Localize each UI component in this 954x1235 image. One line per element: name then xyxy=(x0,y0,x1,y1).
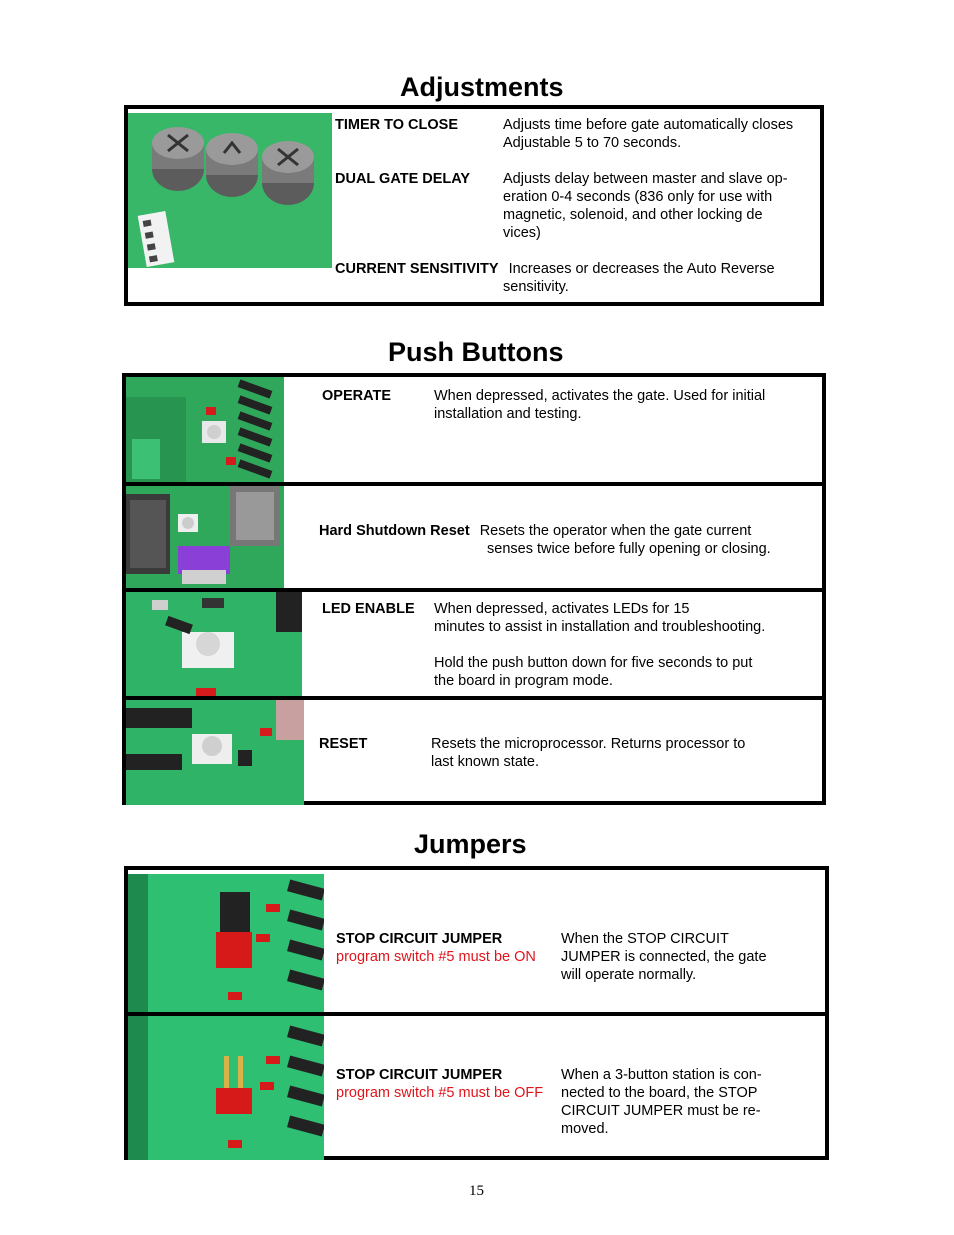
dual-gate-delay-desc: Adjusts delay between master and slave op- eration 0-4 seconds (836 only for use with magnetic, solenoid, and other locking de vices) xyxy=(503,171,788,241)
stop-jumper-on-label: STOP CIRCUIT JUMPER xyxy=(336,931,503,947)
stop-jumper-off-image xyxy=(128,1016,324,1160)
operate-desc: When depressed, activates the gate. Used for initial installation and testing. xyxy=(434,388,766,422)
led-enable-image xyxy=(126,592,302,696)
stop-jumper-off-note: program switch #5 must be OFF xyxy=(336,1085,544,1101)
page-number: 15 xyxy=(469,1183,484,1199)
reset-label: RESET xyxy=(319,736,368,752)
current-sensitivity-label: CURRENT SENSITIVITY xyxy=(335,261,499,277)
adjustments-box xyxy=(124,105,824,306)
dual-gate-delay-label: DUAL GATE DELAY xyxy=(335,171,471,187)
hard-shutdown-reset-desc-line1: Resets the operator when the gate current xyxy=(479,523,752,539)
push-buttons-title: Push Buttons xyxy=(388,337,564,367)
hard-shutdown-reset-row xyxy=(319,522,819,540)
jumpers-box xyxy=(124,866,829,1160)
reset-desc: Resets the microprocessor. Returns processor to last known state. xyxy=(431,736,746,770)
stop-jumper-on-note: program switch #5 must be ON xyxy=(336,949,536,965)
jumpers-title: Jumpers xyxy=(414,829,527,859)
operate-image xyxy=(126,377,284,482)
current-sensitivity-desc-line2: sensitivity. xyxy=(503,279,569,295)
stop-jumper-on-desc: When the STOP CIRCUIT JUMPER is connected, the gate will operate normally. xyxy=(561,931,767,983)
hard-shutdown-reset-image xyxy=(126,486,284,588)
hard-shutdown-reset-desc-line2: senses twice before fully opening or closing. xyxy=(487,541,771,557)
operate-label: OPERATE xyxy=(322,388,392,404)
led-enable-desc: When depressed, activates LEDs for 15 minutes to assist in installation and troubleshooting. Hold the push button down for five seconds to put the board in program mode. xyxy=(434,601,766,689)
stop-jumper-off-label: STOP CIRCUIT JUMPER xyxy=(336,1067,503,1083)
adjustments-title: Adjustments xyxy=(400,72,564,102)
stop-jumper-on-image xyxy=(128,874,324,1012)
led-enable-label: LED ENABLE xyxy=(322,601,415,617)
hard-shutdown-reset-label: Hard Shutdown Reset xyxy=(319,523,470,539)
adjustments-image xyxy=(128,113,332,268)
push-buttons-box xyxy=(122,373,826,805)
stop-jumper-off-desc: When a 3-button station is con- nected to the board, the STOP CIRCUIT JUMPER must be re- moved. xyxy=(561,1067,762,1137)
reset-image xyxy=(126,700,304,805)
timer-to-close-label: TIMER TO CLOSE xyxy=(335,117,458,133)
current-sensitivity-desc-line1: Increases or decreases the Auto Reverse xyxy=(508,261,775,277)
timer-to-close-desc: Adjusts time before gate automatically closes Adjustable 5 to 70 seconds. xyxy=(503,117,794,151)
current-sensitivity-row xyxy=(335,260,825,278)
